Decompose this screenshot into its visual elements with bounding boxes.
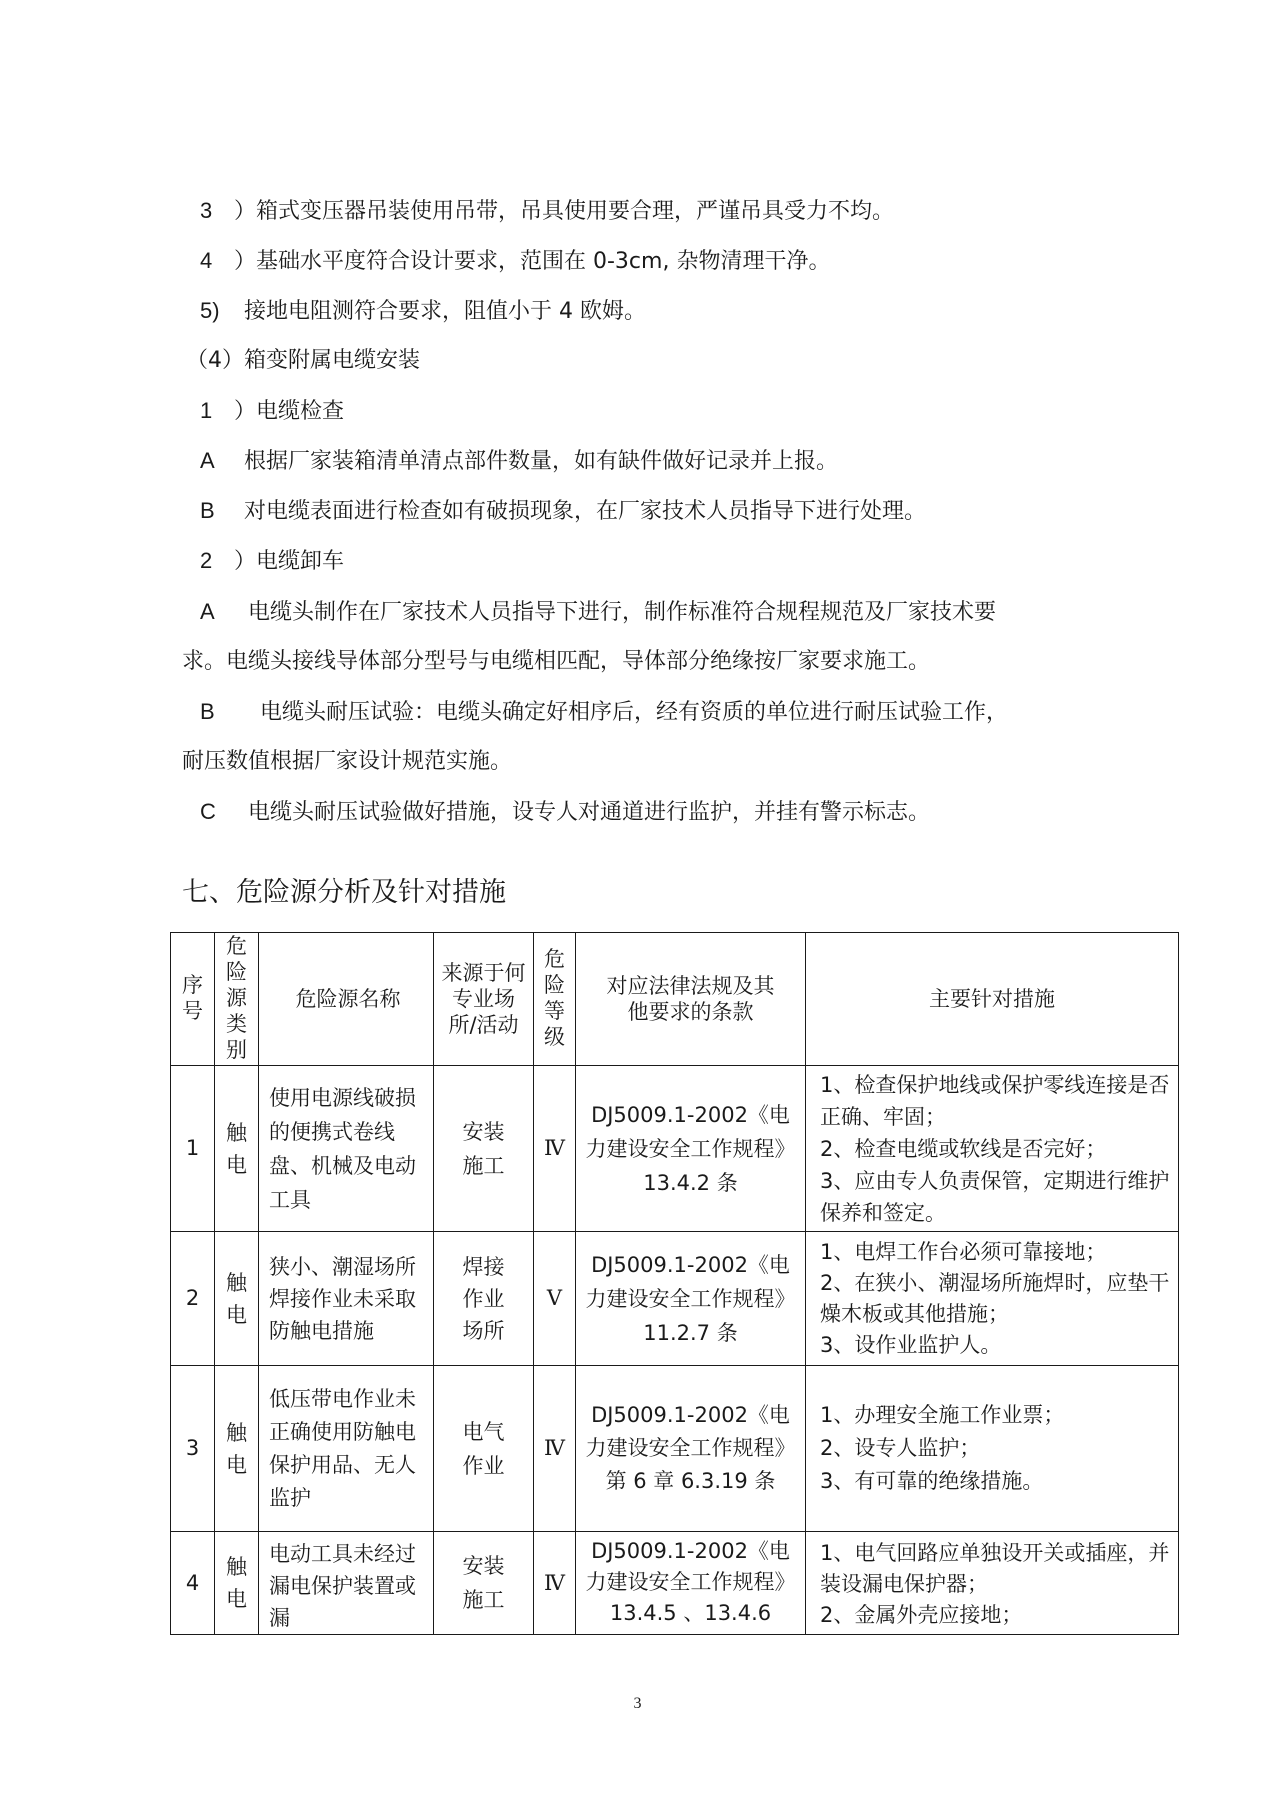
measure-item: 1、检查保护地线或保护零线连接是否正确、牢固； — [820, 1072, 1170, 1129]
hazard-table — [170, 932, 1179, 1635]
body-line-11: B 电缆头耐压试验：电缆头确定好相序后，经有资质的单位进行耐压试验工作， — [200, 699, 1009, 725]
row-level: Ⅴ — [534, 1232, 576, 1366]
body-line-13: C 电缆头耐压试验做好措施，设专人对通道进行监护，并挂有警示标志。 — [200, 799, 931, 825]
row-law: DJ5009.1-2002《电力建设安全工作规程》13.4.5 、13.4.6 — [576, 1532, 806, 1635]
row-no: 3 — [171, 1366, 215, 1532]
measure-item: 2、检查电缆或软线是否完好； — [820, 1136, 1107, 1161]
measure-item: 1、电气回路应单独设开关或插座，并装设漏电保护器； — [820, 1541, 1170, 1596]
header-law: 对应法律法规及其他要求的条款 — [576, 933, 806, 1066]
header-source: 来源于何专业场所/活动 — [434, 933, 534, 1066]
body-line-4: （4）箱变附属电缆安装 — [186, 348, 420, 373]
body-line-1: 3 ）箱式变压器吊装使用吊带，吊具使用要合理，严谨吊具受力不均。 — [200, 198, 895, 224]
row-no: 4 — [171, 1532, 215, 1635]
row-name: 狭小、潮湿场所焊接作业未采取防触电措施 — [259, 1232, 434, 1366]
measure-item: 1、办理安全施工作业票； — [820, 1403, 1065, 1427]
row-no: 1 — [171, 1066, 215, 1232]
row-law: DJ5009.1-2002《电力建设安全工作规程》第 6 章 6.3.19 条 — [576, 1366, 806, 1532]
table-header-row — [171, 933, 1179, 1066]
body-line-10: 求。电缆头接线导体部分型号与电缆相匹配，导体部分绝缘按厂家要求施工。 — [182, 649, 931, 674]
row-level: Ⅳ — [534, 1532, 576, 1635]
measure-item: 3、有可靠的绝缘措施。 — [820, 1469, 1044, 1493]
body-line-12: 耐压数值根据厂家设计规范实施。 — [182, 749, 513, 774]
body-line-2: 4 ）基础水平度符合设计要求，范围在 0-3cm, 杂物清理干净。 — [200, 248, 831, 274]
body-line-5: 1 ）电缆检查 — [200, 398, 345, 424]
measure-item: 2、在狭小、潮湿场所施焊时，应垫干燥木板或其他措施； — [820, 1270, 1170, 1326]
table-row — [171, 1066, 1179, 1232]
body-line-3: 5) 接地电阻测符合要求，阻值小于 4 欧姆。 — [200, 298, 646, 324]
measure-item: 2、设专人监护； — [820, 1436, 981, 1460]
row-source: 安装施工 — [434, 1066, 534, 1232]
row-name: 低压带电作业未正确使用防触电保护用品、无人监护 — [259, 1366, 434, 1532]
body-line-8: 2 ）电缆卸车 — [200, 548, 345, 574]
row-law: DJ5009.1-2002《电力建设安全工作规程》 13.4.2 条 — [576, 1066, 806, 1232]
row-measures — [806, 1066, 1179, 1232]
row-category: 触电 — [215, 1366, 259, 1532]
measure-item: 3、应由专人负责保管，定期进行维护保养和签定。 — [820, 1168, 1170, 1225]
measure-item: 3、设作业监护人。 — [820, 1332, 1002, 1357]
row-measures — [806, 1366, 1179, 1532]
row-source: 电气作业 — [434, 1366, 534, 1532]
row-name: 电动工具未经过漏电保护装置或漏 — [259, 1532, 434, 1635]
body-line-6: A 根据厂家装箱清单清点部件数量，如有缺件做好记录并上报。 — [200, 448, 839, 474]
header-level: 危险等级 — [534, 933, 576, 1066]
measure-item: 2、金属外壳应接地； — [820, 1603, 1023, 1627]
header-category: 危险源类别 — [215, 933, 259, 1066]
row-measures — [806, 1532, 1179, 1635]
body-line-9: A 电缆头制作在厂家技术人员指导下进行，制作标准符合规程规范及厂家技术要 — [200, 599, 997, 625]
table-row — [171, 1532, 1179, 1635]
body-line-7: B 对电缆表面进行检查如有破损现象，在厂家技术人员指导下进行处理。 — [200, 498, 927, 524]
header-no: 序号 — [171, 933, 215, 1066]
row-level: Ⅳ — [534, 1366, 576, 1532]
row-no: 2 — [171, 1232, 215, 1366]
row-category: 触电 — [215, 1232, 259, 1366]
row-measures — [806, 1232, 1179, 1366]
row-source: 安装施工 — [434, 1532, 534, 1635]
measure-item: 1、电焊工作台必须可靠接地； — [820, 1239, 1107, 1264]
row-law: DJ5009.1-2002《电力建设安全工作规程》 11.2.7 条 — [576, 1232, 806, 1366]
header-measures: 主要针对措施 — [806, 933, 1179, 1066]
row-name: 使用电源线破损的便携式卷线盘、机械及电动工具 — [259, 1066, 434, 1232]
row-level: Ⅳ — [534, 1066, 576, 1232]
table-row — [171, 1232, 1179, 1366]
row-category: 触电 — [215, 1532, 259, 1635]
section-title: 七、危险源分析及针对措施 — [182, 877, 506, 908]
header-name: 危险源名称 — [259, 933, 434, 1066]
page-number: 3 — [633, 1695, 642, 1712]
table-row — [171, 1366, 1179, 1532]
row-category: 触电 — [215, 1066, 259, 1232]
row-source: 焊接作业场所 — [434, 1232, 534, 1366]
